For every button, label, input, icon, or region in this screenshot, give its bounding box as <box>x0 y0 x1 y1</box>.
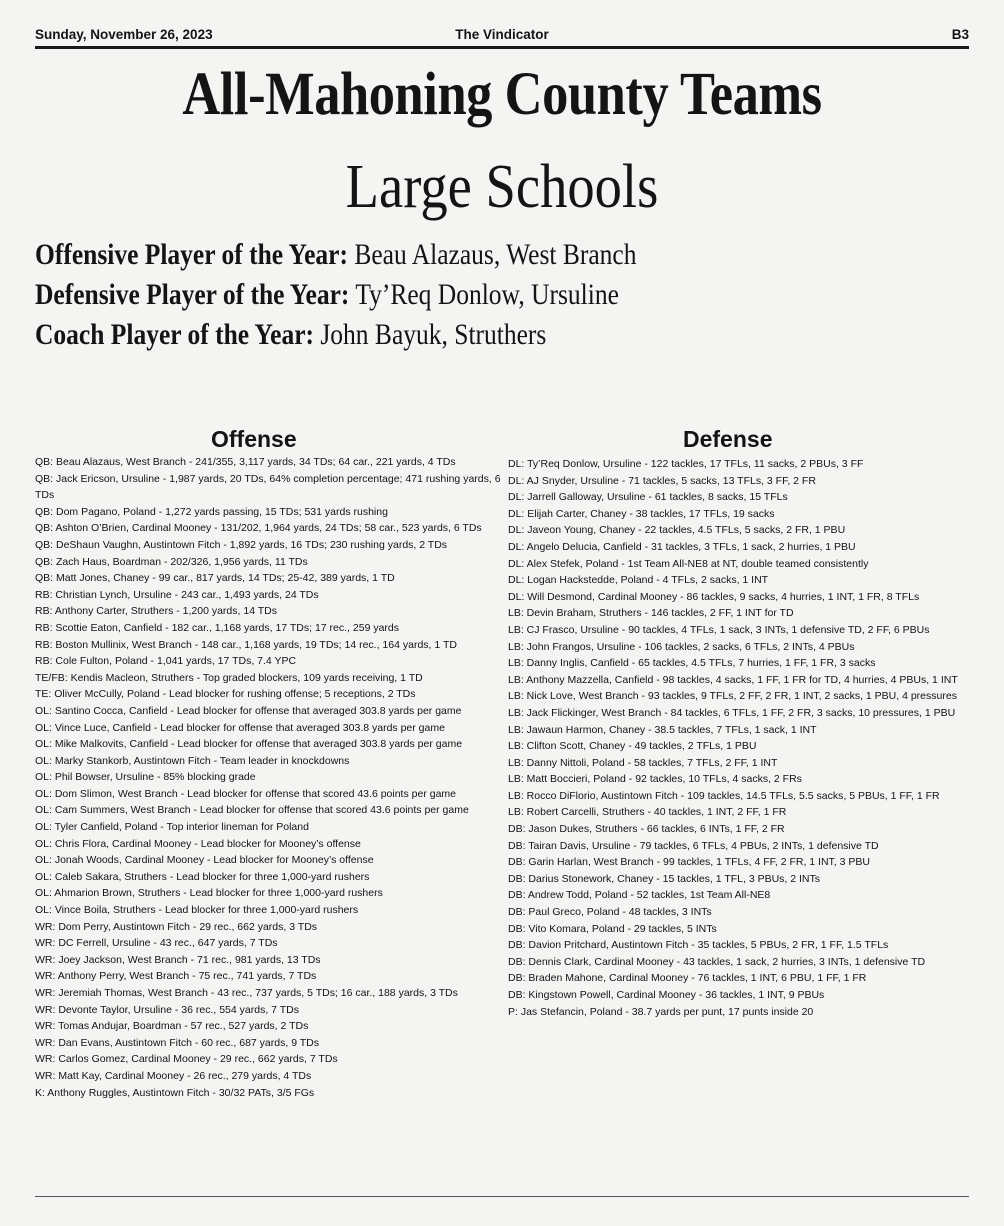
award-label: Offensive Player of the Year: <box>35 238 348 271</box>
defense-player-entry: DL: Elijah Carter, Chaney - 38 tackles, 17 TFLs, 19 sacks <box>508 507 775 520</box>
offense-player-entry: RB: Cole Fulton, Poland - 1,041 yards, 17 TDs, 7.4 YPC <box>35 655 297 668</box>
defense-player-entry: DB: Davion Pritchard, Austintown Fitch - 35 tackles, 5 PBUs, 2 FR, 1 FF, 1.5 TFLs <box>508 939 889 952</box>
award-defensive-player <box>35 275 829 315</box>
defense-column <box>508 425 966 1020</box>
defense-player-entry: LB: Jack Flickinger, West Branch - 84 tackles, 6 TFLs, 1 FF, 2 FR, 3 sacks, 10 pressures, 1 PBU <box>508 706 956 719</box>
award-label: Coach Player of the Year: <box>35 318 315 351</box>
offense-list <box>35 454 503 1101</box>
offense-player-entry: OL: Chris Flora, Cardinal Mooney - Lead blocker for Mooney’s offense <box>35 837 361 850</box>
defense-player-entry: LB: Rocco DiFlorio, Austintown Fitch - 109 tackles, 14.5 TFLs, 5.5 sacks, 5 PBUs, 1 FF, 1 FR <box>508 789 940 802</box>
defense-player-entry: DL: Javeon Young, Chaney - 22 tackles, 4.5 TFLs, 5 sacks, 2 FR, 1 PBU <box>508 524 846 537</box>
defense-heading: Defense <box>683 426 773 452</box>
defense-player-entry: DB: Vito Komara, Poland - 29 tackles, 5 INTs <box>508 922 717 935</box>
defense-player-entry: DB: Tairan Davis, Ursuline - 79 tackles, 6 TFLs, 4 PBUs, 2 INTs, 1 defensive TD <box>508 839 879 852</box>
offense-player-entry: QB: Beau Alazaus, West Branch - 241/355, 3,117 yards, 34 TDs; 64 car., 221 yards, 4 TDs <box>35 456 456 468</box>
defense-player-entry: LB: Robert Carcelli, Struthers - 40 tackles, 1 INT, 2 FF, 1 FR <box>508 806 787 819</box>
defense-player-entry: DB: Andrew Todd, Poland - 52 tackles, 1st Team All-NE8 <box>508 889 771 902</box>
defense-player-entry: DL: Angelo Delucia, Canfield - 31 tackles, 3 TFLs, 1 sack, 2 hurries, 1 PBU <box>508 540 856 553</box>
bottom-divider <box>35 1196 969 1197</box>
offense-player-entry: QB: Ashton O’Brien, Cardinal Mooney - 131/202, 1,964 yards, 24 TDs; 58 car., 523 yards, 6 TDs <box>35 522 482 535</box>
defense-player-entry: DB: Kingstown Powell, Cardinal Mooney - 36 tackles, 1 INT, 9 PBUs <box>508 989 825 1001</box>
offense-player-entry: OL: Caleb Sakara, Struthers - Lead blocker for three 1,000-yard rushers <box>35 870 370 883</box>
offense-player-entry: RB: Anthony Carter, Struthers - 1,200 yards, 14 TDs <box>35 605 278 618</box>
offense-player-entry: OL: Vince Boila, Struthers - Lead blocker for three 1,000-yard rushers <box>35 904 359 917</box>
award-winner: John Bayuk, Struthers <box>320 318 547 351</box>
defense-player-entry: DB: Dennis Clark, Cardinal Mooney - 43 tackles, 1 sack, 2 hurries, 3 INTs, 1 defensive TD <box>508 955 926 968</box>
award-winner: Beau Alazaus, West Branch <box>354 238 637 271</box>
defense-player-entry: DL: AJ Snyder, Ursuline - 71 tackles, 5 sacks, 13 TFLs, 3 FF, 2 FR <box>508 474 816 487</box>
offense-player-entry: QB: DeShaun Vaughn, Austintown Fitch - 1,892 yards, 16 TDs; 230 rushing yards, 2 TDs <box>35 538 448 551</box>
defense-player-entry: LB: Danny Inglis, Canfield - 65 tackles, 4.5 TFLs, 7 hurries, 1 FF, 1 FR, 3 sacks <box>508 657 876 670</box>
awards-list <box>35 235 969 355</box>
defense-player-entry: DB: Garin Harlan, West Branch - 99 tackles, 1 TFLs, 4 FF, 2 FR, 1 INT, 3 PBU <box>508 856 870 869</box>
offense-player-entry: TE/FB: Kendis Macleon, Struthers - Top graded blockers, 109 yards receiving, 1 TD <box>35 671 423 684</box>
offense-player-entry: OL: Jonah Woods, Cardinal Mooney - Lead blocker for Mooney’s offense <box>35 854 374 867</box>
defense-player-entry: LB: Matt Boccieri, Poland - 92 tackles, 10 TFLs, 4 sacks, 2 FRs <box>508 773 802 786</box>
offense-player-entry: OL: Ahmarion Brown, Struthers - Lead blocker for three 1,000-yard rushers <box>35 887 383 900</box>
issue-date: Sunday, November 26, 2023 <box>35 27 213 42</box>
defense-player-entry: LB: Nick Love, West Branch - 93 tackles, 9 TFLs, 2 FF, 2 FR, 1 INT, 2 sacks, 1 PBU, 4 pressures <box>508 690 957 703</box>
offense-player-entry: WR: DC Ferrell, Ursuline - 43 rec., 647 yards, 7 TDs <box>35 937 278 950</box>
award-offensive-player <box>35 235 829 275</box>
defense-player-entry: DB: Darius Stonework, Chaney - 15 tackles, 1 TFL, 3 PBUs, 2 INTs <box>508 872 821 885</box>
award-winner: Ty’Req Donlow, Ursuline <box>355 278 619 311</box>
division-title: Large Schools <box>345 153 659 221</box>
offense-player-entry: WR: Anthony Perry, West Branch - 75 rec., 741 yards, 7 TDs <box>35 970 317 983</box>
page-title: All-Mahoning County Teams <box>182 61 822 128</box>
award-coach <box>35 315 829 355</box>
award-label: Defensive Player of the Year: <box>35 278 350 311</box>
newspaper-name: The Vindicator <box>455 27 549 42</box>
defense-player-entry: LB: Anthony Mazzella, Canfield - 98 tackles, 4 sacks, 1 FF, 1 FR for TD, 4 hurries, 4 PBUs, 1 INT <box>508 673 958 686</box>
offense-player-entry: WR: Devonte Taylor, Ursuline - 36 rec., 554 yards, 7 TDs <box>35 1003 299 1016</box>
defense-player-entry: DL: Ty’Req Donlow, Ursuline - 122 tackles, 17 TFLs, 11 sacks, 2 PBUs, 3 FF <box>508 458 864 470</box>
offense-player-entry: QB: Matt Jones, Chaney - 99 car., 817 yards, 14 TDs; 25-42, 389 yards, 1 TD <box>35 572 395 585</box>
offense-player-entry: RB: Scottie Eaton, Canfield - 182 car., 1,168 yards, 17 TDs; 17 rec., 259 yards <box>35 621 399 634</box>
defense-player-entry: DL: Will Desmond, Cardinal Mooney - 86 tackles, 9 sacks, 4 hurries, 1 INT, 1 FR, 8 TFLs <box>508 590 920 603</box>
offense-player-entry: WR: Joey Jackson, West Branch - 71 rec., 981 yards, 13 TDs <box>35 953 321 966</box>
offense-player-entry: TE: Oliver McCully, Poland - Lead blocker for rushing offense; 5 receptions, 2 TDs <box>35 688 416 701</box>
defense-player-entry: LB: Danny Nittoli, Poland - 58 tackles, 7 TFLs, 2 FF, 1 INT <box>508 756 778 769</box>
defense-player-entry: DL: Alex Stefek, Poland - 1st Team All-NE8 at NT, double teamed consistently <box>508 557 869 570</box>
offense-column <box>35 425 503 1101</box>
defense-player-entry: P: Jas Stefancin, Poland - 38.7 yards per punt, 17 punts inside 20 <box>508 1005 814 1018</box>
offense-player-entry: OL: Dom Slimon, West Branch - Lead blocker for offense that scored 43.6 points per game <box>35 787 456 800</box>
defense-player-entry: LB: Devin Braham, Struthers - 146 tackles, 2 FF, 1 INT for TD <box>508 607 794 620</box>
offense-player-entry: OL: Phil Bowser, Ursuline - 85% blocking grade <box>35 771 256 784</box>
offense-player-entry: WR: Matt Kay, Cardinal Mooney - 26 rec., 279 yards, 4 TDs <box>35 1069 312 1082</box>
offense-player-entry: WR: Dom Perry, Austintown Fitch - 29 rec., 662 yards, 3 TDs <box>35 920 318 933</box>
defense-player-entry: DB: Paul Greco, Poland - 48 tackles, 3 INTs <box>508 906 712 919</box>
offense-player-entry: OL: Mike Malkovits, Canfield - Lead blocker for offense that averaged 303.8 yards per game <box>35 738 463 751</box>
defense-player-entry: DB: Jason Dukes, Struthers - 66 tackles, 6 INTs, 1 FF, 2 FR <box>508 823 785 836</box>
offense-player-entry: OL: Tyler Canfield, Poland - Top interior lineman for Poland <box>35 821 309 834</box>
offense-player-entry: RB: Boston Mullinix, West Branch - 148 car., 1,168 yards, 19 TDs; 14 rec., 164 yards, 1 TD <box>35 638 457 651</box>
defense-list <box>508 456 966 1020</box>
defense-player-entry: LB: Jawaun Harmon, Chaney - 38.5 tackles, 7 TFLs, 1 sack, 1 INT <box>508 723 817 736</box>
defense-player-entry: DB: Braden Mahone, Cardinal Mooney - 76 tackles, 1 INT, 6 PBU, 1 FF, 1 FR <box>508 972 867 985</box>
defense-player-entry: DL: Jarrell Galloway, Ursuline - 61 tackles, 8 sacks, 15 TFLs <box>508 491 788 504</box>
masthead <box>35 26 969 49</box>
offense-player-entry: QB: Dom Pagano, Poland - 1,272 yards passing, 15 TDs; 531 yards rushing <box>35 505 388 518</box>
defense-player-entry: LB: John Frangos, Ursuline - 106 tackles, 2 sacks, 6 TFLs, 2 INTs, 4 PBUs <box>508 640 855 653</box>
offense-player-entry: WR: Jeremiah Thomas, West Branch - 43 rec., 737 yards, 5 TDs; 16 car., 188 yards, 3 TDs <box>35 987 458 999</box>
offense-player-entry: OL: Cam Summers, West Branch - Lead blocker for offense that scored 43.6 points per game <box>35 804 469 817</box>
offense-heading: Offense <box>211 426 297 452</box>
offense-player-entry: K: Anthony Ruggles, Austintown Fitch - 30/32 PATs, 3/5 FGs <box>35 1086 315 1099</box>
offense-player-entry: OL: Santino Cocca, Canfield - Lead blocker for offense that averaged 303.8 yards per game <box>35 704 462 717</box>
offense-player-entry: WR: Tomas Andujar, Boardman - 57 rec., 527 yards, 2 TDs <box>35 1020 309 1033</box>
offense-player-entry: OL: Vince Luce, Canfield - Lead blocker for offense that averaged 303.8 yards per game <box>35 721 445 734</box>
offense-player-entry: OL: Marky Stankorb, Austintown Fitch - Team leader in knockdowns <box>35 754 350 767</box>
defense-player-entry: LB: Clifton Scott, Chaney - 49 tackles, 2 TFLs, 1 PBU <box>508 740 757 753</box>
offense-player-entry: QB: Jack Ericson, Ursuline - 1,987 yards, 20 TDs, 64% completion percentage; 471 rushing yards, 6 TDs <box>35 472 501 502</box>
offense-player-entry: WR: Carlos Gomez, Cardinal Mooney - 29 rec., 662 yards, 7 TDs <box>35 1053 338 1066</box>
offense-player-entry: WR: Dan Evans, Austintown Fitch - 60 rec., 687 yards, 9 TDs <box>35 1036 320 1049</box>
defense-player-entry: DL: Logan Hackstedde, Poland - 4 TFLs, 2 sacks, 1 INT <box>508 574 769 587</box>
page-number: B3 <box>951 27 969 42</box>
offense-player-entry: RB: Christian Lynch, Ursuline - 243 car., 1,493 yards, 24 TDs <box>35 588 319 601</box>
offense-player-entry: QB: Zach Haus, Boardman - 202/326, 1,956 yards, 11 TDs <box>35 555 308 568</box>
defense-player-entry: LB: CJ Frasco, Ursuline - 90 tackles, 4 TFLs, 1 sack, 3 INTs, 1 defensive TD, 2 FF, 6 PBUs <box>508 623 930 636</box>
